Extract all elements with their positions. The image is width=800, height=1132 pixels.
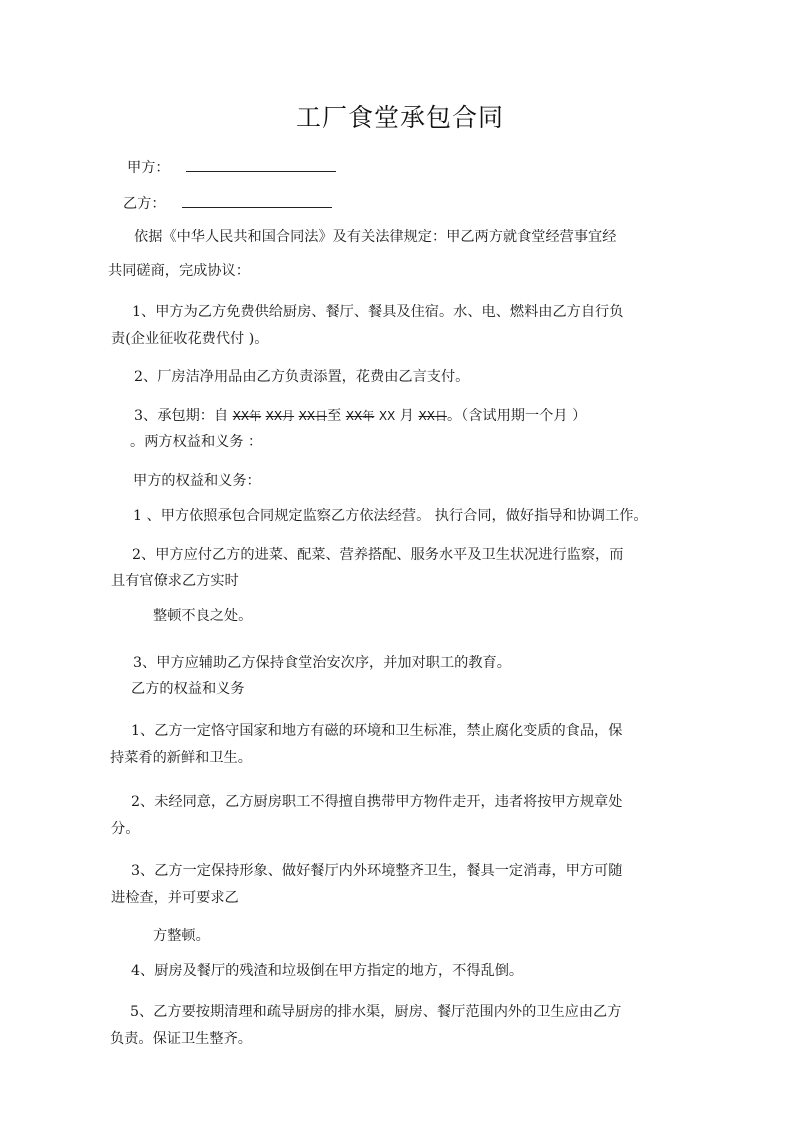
clause-3-to: 至 xyxy=(327,408,342,424)
end-month-placeholder: XX xyxy=(378,409,396,423)
party-a-item-2-line-2: 且有官僚求乙方实时 xyxy=(111,573,239,589)
start-month-placeholder: XX xyxy=(265,409,283,423)
party-a-item-2-line-1: 2、甲方应付乙方的进菜、配菜、营养搭配、服务水平及卫生状况进行监察，而 xyxy=(132,547,624,563)
party-b-item-4: 4、厨房及餐厅的残渣和垃圾倒在甲方指定的地方，不得乱倒。 xyxy=(131,963,524,979)
intro-line-1: 依据《中华人民共和国合同法》及有关法律规定：甲乙两方就食堂经营事宜经 xyxy=(134,229,617,245)
party-b-line xyxy=(123,193,332,213)
party-b-blank xyxy=(182,193,332,208)
party-b-item-5-line-1: 5、乙方要按期清理和疏导厨房的排水渠，厨房、餐厅范围内外的卫生应由乙方 xyxy=(130,1004,622,1020)
party-a-label: 甲方： xyxy=(127,160,170,176)
party-b-item-1-line-2: 持菜肴的新鲜和卫生。 xyxy=(110,750,252,766)
party-a-line xyxy=(127,157,336,177)
party-a-blank xyxy=(186,157,336,172)
end-month-unit: 月 xyxy=(399,408,414,424)
end-year-placeholder: XX xyxy=(345,409,363,423)
start-year-unit: 年 xyxy=(249,409,262,423)
party-a-rights-heading: 甲方的权益和义务： xyxy=(133,473,261,489)
intro-line-2: 共同磋商，完成协议： xyxy=(108,263,250,279)
party-b-item-3-line-3: 方整顿。 xyxy=(153,928,210,944)
end-year-unit: 年 xyxy=(362,409,375,423)
start-day-unit: 日 xyxy=(315,409,328,423)
start-year-placeholder: XX xyxy=(232,409,250,423)
party-b-rights-heading: 乙方的权益和义务 xyxy=(131,681,245,697)
clause-2: 2、厂房洁净用品由乙方负责添置，花费由乙言支付。 xyxy=(134,369,470,385)
party-a-item-1: 1 、甲方依照承包合同规定监察乙方依法经营。 执行合同，做好指导和协调工作。 xyxy=(133,508,648,524)
party-b-item-5-line-2: 负责。保证卫生整齐。 xyxy=(110,1031,252,1047)
party-b-item-1-line-1: 1、乙方一定恪守国家和地方有磁的环境和卫生标准，禁止腐化变质的食品，保 xyxy=(131,723,623,739)
clause-3-line-1 xyxy=(134,407,586,425)
party-b-item-3-line-1: 3、乙方一定保持形象、做好餐厅内外环境整齐卫生，餐具一定消毒，甲方可随 xyxy=(131,863,623,879)
party-a-item-3: 3、甲方应辅助乙方保持食堂治安次序，并加对职工的教育。 xyxy=(133,655,511,671)
party-b-item-2-line-1: 2、未经同意，乙方厨房职工不得擅自携带甲方物件走开，违者将按甲方规章处 xyxy=(131,794,623,810)
clause-1-line-1: 1、甲方为乙方免费供给厨房、餐厅、餐具及住宿。水、电、燃料由乙方自行负 xyxy=(132,304,624,320)
party-b-item-3-line-2: 进检查，并可要求乙 xyxy=(111,890,239,906)
start-day-placeholder: XX xyxy=(298,409,316,423)
document-title: 工厂食堂承包合同 xyxy=(295,103,504,132)
clause-3-line-2: 。两方权益和义务 ： xyxy=(130,434,263,450)
clause-3-suffix: 。（含试用期一个月 ） xyxy=(446,408,587,424)
party-b-label: 乙方： xyxy=(123,196,166,212)
clause-3-prefix: 3、承包期：自 xyxy=(134,408,229,424)
end-day-placeholder: XX xyxy=(418,409,435,423)
end-day-unit: 日 xyxy=(434,409,447,423)
clause-1-line-2: 责(企业征收花费代付 )。 xyxy=(111,331,269,347)
party-b-item-2-line-2: 分。 xyxy=(111,821,140,837)
party-a-item-2-line-3: 整顿不良之处。 xyxy=(153,608,253,624)
start-month-unit: 月 xyxy=(282,409,295,423)
